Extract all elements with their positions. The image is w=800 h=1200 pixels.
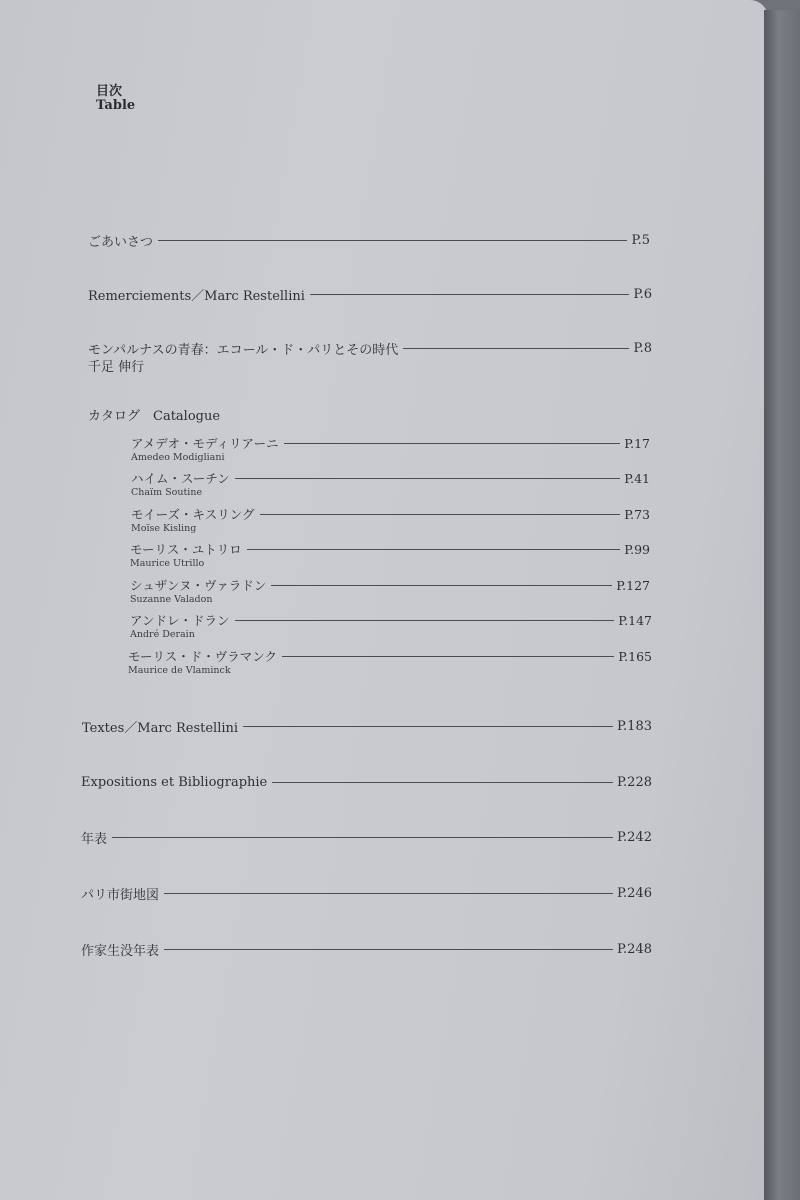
toc-entry-essay: [88, 339, 652, 357]
leader-line: [235, 478, 620, 479]
entry-label: Expositions et Bibliographie: [81, 774, 268, 790]
leader-line: [158, 240, 627, 241]
entry-page: P.17: [624, 435, 650, 451]
entry-page: P.5: [631, 232, 650, 248]
leader-line: [403, 348, 629, 349]
artist-name-jp: モーリス・ド・ヴラマンク: [128, 649, 278, 664]
artist-name-en: Chaïm Soutine: [131, 487, 203, 498]
toc-entry-textes: [82, 717, 652, 735]
entry-page: P.183: [616, 718, 652, 734]
entry-label: パリ市街地図: [81, 887, 160, 903]
catalogue-item: [130, 540, 650, 558]
catalogue-item: [128, 647, 652, 665]
artist-name-jp: アンドレ・ドラン: [130, 613, 230, 628]
leader-line: [282, 656, 614, 657]
catalogue-item: [130, 611, 652, 629]
entry-label: ごあいさつ: [88, 234, 154, 250]
toc-heading-jp: 目次: [96, 84, 123, 99]
entry-label: Remerciements／Marc Restellini: [88, 288, 305, 304]
leader-line: [164, 949, 613, 950]
entry-page: P.99: [624, 541, 650, 557]
entry-page: P.8: [633, 340, 652, 356]
artist-name-jp: アメデオ・モディリアーニ: [131, 436, 279, 451]
catalogue-heading: カタログ Catalogue: [88, 409, 221, 424]
entry-page: P.242: [616, 829, 652, 845]
entry-page: P.73: [624, 506, 650, 522]
artist-name-en: Suzanne Valadon: [130, 594, 213, 605]
leader-line: [243, 726, 613, 727]
entry-label: Textes／Marc Restellini: [82, 720, 239, 736]
book-page-edge: [764, 10, 800, 1200]
entry-label: 作家生没年表: [81, 943, 160, 959]
toc-entry-greeting: [88, 231, 650, 249]
toc-entry-chronology: [81, 828, 652, 846]
entry-page: P.6: [633, 286, 652, 302]
leader-line: [272, 782, 613, 783]
entry-page: P.165: [618, 648, 652, 664]
artist-name-jp: モーリス・ユトリロ: [130, 542, 242, 557]
leader-line: [164, 893, 613, 894]
artist-name-en: Maurice de Vlaminck: [128, 665, 231, 676]
artist-name-jp: シュザンヌ・ヴァラドン: [130, 578, 267, 593]
entry-label: モンパルナスの青春：エコール・ド・パリとその時代: [88, 342, 399, 358]
artist-name-jp: モイーズ・キスリング: [131, 507, 255, 522]
essay-author: 千足 伸行: [88, 360, 145, 375]
artist-name-en: Maurice Utrillo: [130, 558, 205, 569]
catalogue-item: [130, 576, 650, 594]
artist-name-en: Amedeo Modigliani: [131, 452, 225, 463]
leader-line: [271, 585, 612, 586]
entry-page: P.147: [618, 612, 652, 628]
artist-name-en: André Derain: [130, 629, 195, 640]
entry-page: P.228: [616, 774, 652, 790]
entry-page: P.127: [616, 577, 650, 593]
leader-line: [112, 837, 613, 838]
leader-line: [310, 294, 630, 295]
catalogue-item: [131, 505, 650, 523]
entry-page: P.248: [616, 941, 652, 957]
artist-name-jp: ハイム・スーチン: [131, 471, 230, 486]
entry-page: P.41: [624, 470, 650, 486]
toc-heading-en: Table: [96, 98, 136, 113]
entry-page: P.246: [616, 885, 652, 901]
toc-entry-remerciements: [88, 285, 652, 303]
leader-line: [235, 620, 615, 621]
catalogue-item: [131, 434, 650, 452]
artist-name-en: Moïse Kisling: [131, 523, 197, 534]
leader-line: [260, 514, 621, 515]
leader-line: [247, 549, 620, 550]
toc-entry-expositions: [81, 773, 652, 791]
catalogue-item: [131, 469, 650, 487]
leader-line: [284, 443, 621, 444]
entry-label: 年表: [81, 831, 108, 847]
toc-entry-paris-map: [81, 884, 652, 902]
toc-entry-artist-lifespans: [81, 940, 652, 958]
